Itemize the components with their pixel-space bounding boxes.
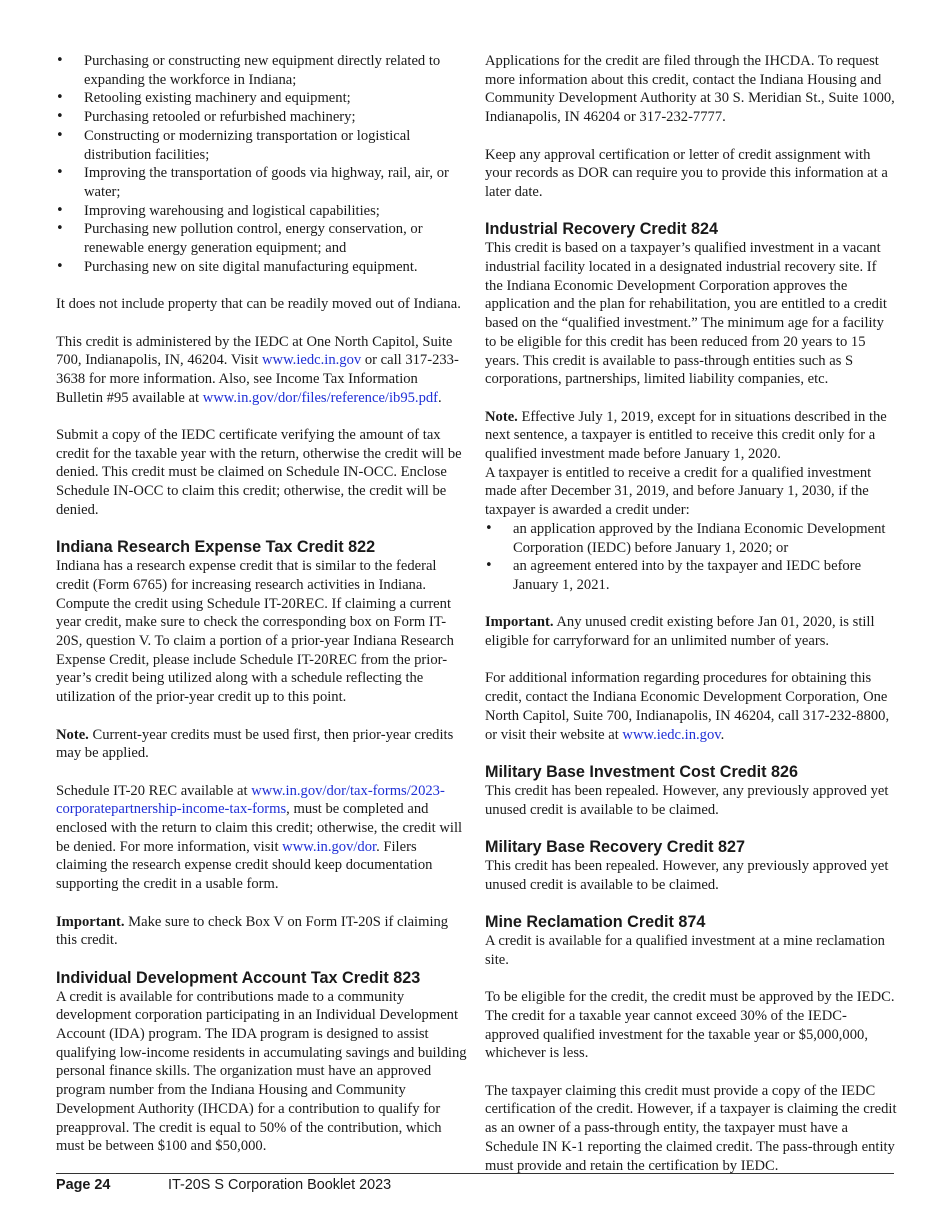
- paragraph-research: Indiana has a research expense credit that is similar to the federal credit (Form 6765) for increasing research activities in Indiana. Compute the credit using Schedule IT-20REC. If claiming a current year credit, make sure to check the corresponding box on Form IT-20S, question V. To claim a portion of a prior-year Indiana Research Expense Credit, please include Schedule IT-20REC from the prior-year’s credit being utilized along with a schedule reflecting the utilization of the prior-year credit up to this point.: [56, 558, 454, 706]
- page-footer: [56, 1177, 392, 1193]
- ib95-link[interactable]: www.in.gov/dor/files/reference/ib95.pdf: [202, 389, 439, 406]
- paragraph-important: [485, 613, 897, 650]
- text: , must be completed and enclosed with the return to claim this credit; otherwise, the credit will be denied. For more information, visit: [56, 801, 463, 855]
- heading-military-recovery: Military Base Recovery Credit 827: [485, 838, 746, 857]
- paragraph-mine-2: To be eligible for the credit, the credit must be approved by the IEDC. The credit for a taxable year cannot exceed 30% of the IEDC-approved qualified investment for the taxable year or $5,000,000, whichever is less.: [485, 989, 895, 1062]
- paragraph-not-include: It does not include property that can be readily moved out of Indiana.: [56, 296, 461, 313]
- text: Any unused credit existing before Jan 01, 2020, is still eligible for carryforward for an unlimited number of years.: [485, 614, 875, 650]
- list-item: • Retooling existing machinery and equipment;: [56, 89, 468, 108]
- list-item: • Improving the transportation of goods via highway, rail, air, or water;: [56, 164, 468, 201]
- booklet-title: IT-20S S Corporation Booklet 2023: [168, 1177, 392, 1193]
- heading-ida: Individual Development Account Tax Credit 823: [56, 968, 421, 987]
- tax-forms-link[interactable]: www.in.gov/dor/tax-forms/2023-corporatepartnership-income-tax-forms: [56, 782, 445, 818]
- text: This credit is administered by the IEDC at One North Capitol, Suite 700, Indianapolis, IN, 46204. Visit: [56, 333, 453, 369]
- list-item: • an application approved by the Indiana Economic Development Corporation (IEDC) before January 1, 2020; or: [485, 520, 897, 557]
- note-label: Note.: [485, 408, 518, 425]
- right-column: [485, 52, 897, 1175]
- list-item: • Improving warehousing and logistical capabilities;: [56, 202, 468, 221]
- paragraph-note: [485, 408, 897, 464]
- paragraph-military-investment: This credit has been repealed. However, any previously approved yet unused credit is available to be claimed.: [485, 782, 889, 818]
- list-item: • Purchasing new pollution control, energy conservation, or renewable energy generation equipment; and: [56, 220, 468, 257]
- left-column: [56, 52, 468, 1156]
- iedc-link[interactable]: www.iedc.in.gov: [262, 352, 362, 369]
- paragraph-important: [56, 913, 468, 950]
- paragraph-schedule: [56, 782, 468, 894]
- text: Current-year credits must be used first, then prior-year credits may be applied.: [56, 726, 454, 762]
- dor-link[interactable]: www.in.gov/dor: [282, 838, 377, 855]
- paragraph-administered: [56, 333, 468, 408]
- list-item: • Constructing or modernizing transportation or logistical distribution facilities;: [56, 127, 468, 164]
- text: . Filers claiming the research expense credit should keep documentation supporting the credit in a usable form.: [56, 838, 433, 893]
- equipment-bullet-list: [56, 52, 468, 276]
- heading-mine-reclamation: Mine Reclamation Credit 874: [485, 913, 706, 932]
- paragraph-mine-1: A credit is available for a qualified investment at a mine reclamation site.: [485, 933, 885, 968]
- heading-military-investment: Military Base Investment Cost Credit 826: [485, 762, 799, 781]
- important-label: Important.: [56, 913, 125, 930]
- list-item: • Purchasing new on site digital manufacturing equipment.: [56, 258, 468, 277]
- text: Schedule IT-20 REC available at: [56, 782, 252, 799]
- list-item: • an agreement entered into by the taxpayer and IEDC before January 1, 2021.: [485, 557, 897, 594]
- paragraph-ida: A credit is available for contributions made to a community development corporation participating in an Individual Development Account (IDA) program. The IDA program is designed to assist qualifying low-income residents in accumulating savings and building personal finance skills. The organization must have an approved program number from the Indiana Housing and Community Development Authority (IHCDA) for a contribution to qualify for preapproval. The credit is equal to 50% of the contribution, which must be between $100 and $50,000.: [56, 988, 467, 1155]
- text: For additional information regarding procedures for obtaining this credit, contact the Indiana Economic Development Corporation, One North Capitol, Suite 700, Indianapolis, IN 46204, call 317-232-8800, or visit their website at: [485, 670, 890, 743]
- paragraph-applications: Applications for the credit are filed through the IHCDA. To request more information about this credit, contact the Indiana Housing and Community Development Authority at 30 S. Meridian St., Suite 1000, Indianapolis, IN 46204 or 317-232-7777.: [485, 53, 895, 126]
- list-item: • Purchasing retooled or refurbished machinery;: [56, 108, 468, 127]
- paragraph-mine-3: The taxpayer claiming this credit must provide a copy of the IEDC certification of the credit. However, if a taxpayer is claiming the credit as an owner of a pass-through entity, the taxpayer must have a Schedule IN K-1 reporting the claimed credit. The pass-through entity must provide and retain the certification by IEDC.: [485, 1082, 897, 1174]
- iedc-link[interactable]: www.iedc.in.gov: [622, 726, 721, 743]
- paragraph-industrial: This credit is based on a taxpayer’s qualified investment in a vacant industrial facility located in a designated industrial recovery site. If the Indiana Economic Development Corporation approves the application and the plan for rehabilitation, you are entitled to a credit based on the “qualified investment.” The minimum age for a facility to be eligible for this credit has been reduced from 20 years to 15 years. This credit is available to pass-through entities such as S corporations, partnerships, limited liability companies, etc.: [485, 240, 887, 388]
- text: Make sure to check Box V on Form IT-20S if claiming this credit.: [56, 913, 449, 949]
- text: or call 317-233-3638 for more information. Also, see Income Tax Information Bulletin #95 available at: [56, 352, 459, 406]
- footer-divider: [56, 1173, 894, 1174]
- paragraph-military-recovery: This credit has been repealed. However, any previously approved yet unused credit is available to be claimed.: [485, 858, 889, 893]
- award-bullet-list: [485, 520, 897, 595]
- important-label: Important.: [485, 614, 554, 631]
- paragraph-note: [56, 726, 468, 763]
- page-number: Page 24: [56, 1177, 111, 1193]
- text: .: [720, 726, 725, 743]
- text: Effective July 1, 2019, except for in situations described in the next sentence, a taxpayer is entitled to receive this credit only for a qualified investment made before January 1, 2020.: [485, 408, 887, 463]
- paragraph-submit: Submit a copy of the IEDC certificate verifying the amount of tax credit for the taxable year with the return, otherwise the credit will be denied. This credit must be claimed on Schedule IN-OCC. Enclose Schedule IN-OCC to claim this credit; otherwise, the credit will be denied.: [56, 427, 462, 518]
- paragraph-additional: [485, 669, 897, 744]
- heading-research-expense: Indiana Research Expense Tax Credit 822: [56, 538, 376, 557]
- note-label: Note.: [56, 726, 89, 743]
- heading-industrial-recovery: Industrial Recovery Credit 824: [485, 220, 719, 239]
- text: .: [438, 389, 442, 406]
- paragraph-keep: Keep any approval certification or letter of credit assignment with your records as DOR can require you to provide this information at a later date.: [485, 146, 888, 200]
- list-item: • Purchasing or constructing new equipment directly related to expanding the workforce in Indiana;: [56, 52, 468, 89]
- paragraph-entitled: A taxpayer is entitled to receive a credit for a qualified investment made after December 31, 2019, and before January 1, 2030, if the taxpayer is awarded a credit under:: [485, 464, 872, 519]
